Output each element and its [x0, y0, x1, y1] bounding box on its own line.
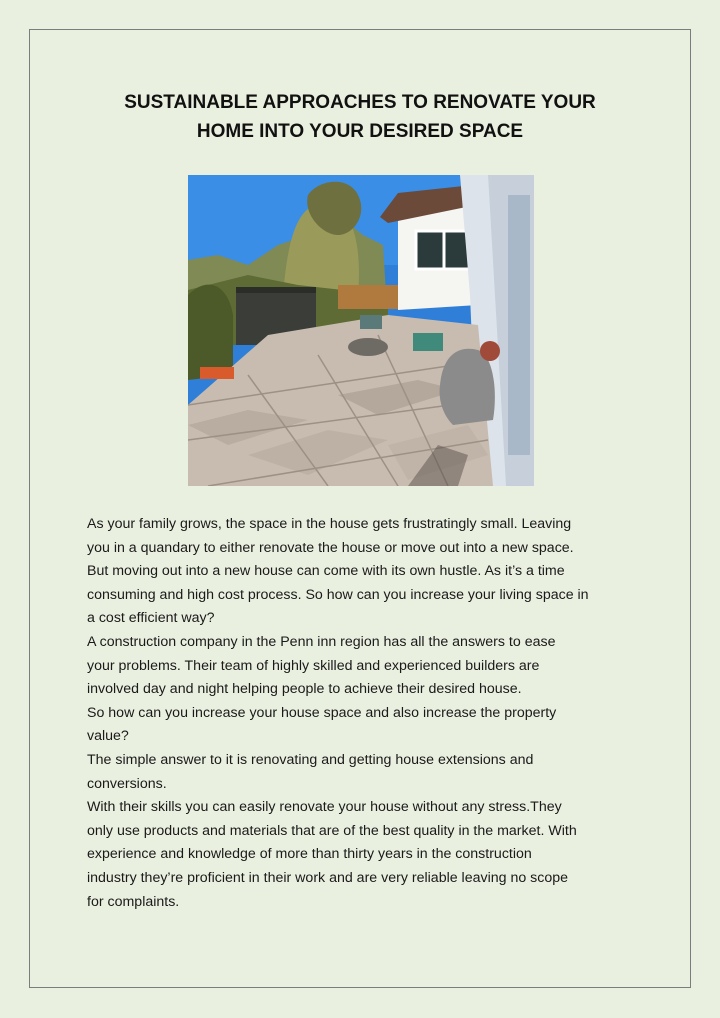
body-line: experience and knowledge of more than thirty years in the construction: [87, 846, 532, 863]
body-line: value?: [87, 728, 129, 745]
body-line: consuming and high cost process. So how can you increase your living space in: [87, 586, 589, 603]
body-line: involved day and night helping people to achieve their desired house.: [87, 681, 522, 698]
body-line: your problems. Their team of highly skilled and experienced builders are: [87, 657, 540, 674]
title-line: SUSTAINABLE APPROACHES TO RENOVATE YOUR: [124, 92, 596, 113]
title-line: HOME INTO YOUR DESIRED SPACE: [196, 121, 524, 142]
article-body: [87, 513, 657, 914]
body-line: So how can you increase your house space and also increase the property: [87, 704, 557, 721]
body-line: A construction company in the Penn inn region has all the answers to ease: [87, 633, 556, 650]
body-line: a cost efficient way?: [87, 610, 215, 627]
body-line: With their skills you can easily renovate your house without any stress.They: [87, 799, 562, 816]
patio-renovation-photo: [188, 175, 534, 486]
body-line: As your family grows, the space in the house gets frustratingly small. Leaving: [87, 516, 572, 532]
body-line: you in a quandary to either renovate the house or move out into a new space.: [87, 539, 574, 556]
body-line: The simple answer to it is renovating and getting house extensions and: [87, 751, 534, 768]
body-line: only use products and materials that are of the best quality in the market. With: [87, 822, 577, 839]
body-line: industry they’re proficient in their work and are very reliable leaving no scope: [87, 869, 569, 886]
document-title: [60, 88, 660, 146]
body-line: conversions.: [87, 775, 167, 792]
body-line: But moving out into a new house can come with its own hustle. As it’s a time: [87, 563, 565, 580]
body-line: for complaints.: [87, 893, 180, 910]
